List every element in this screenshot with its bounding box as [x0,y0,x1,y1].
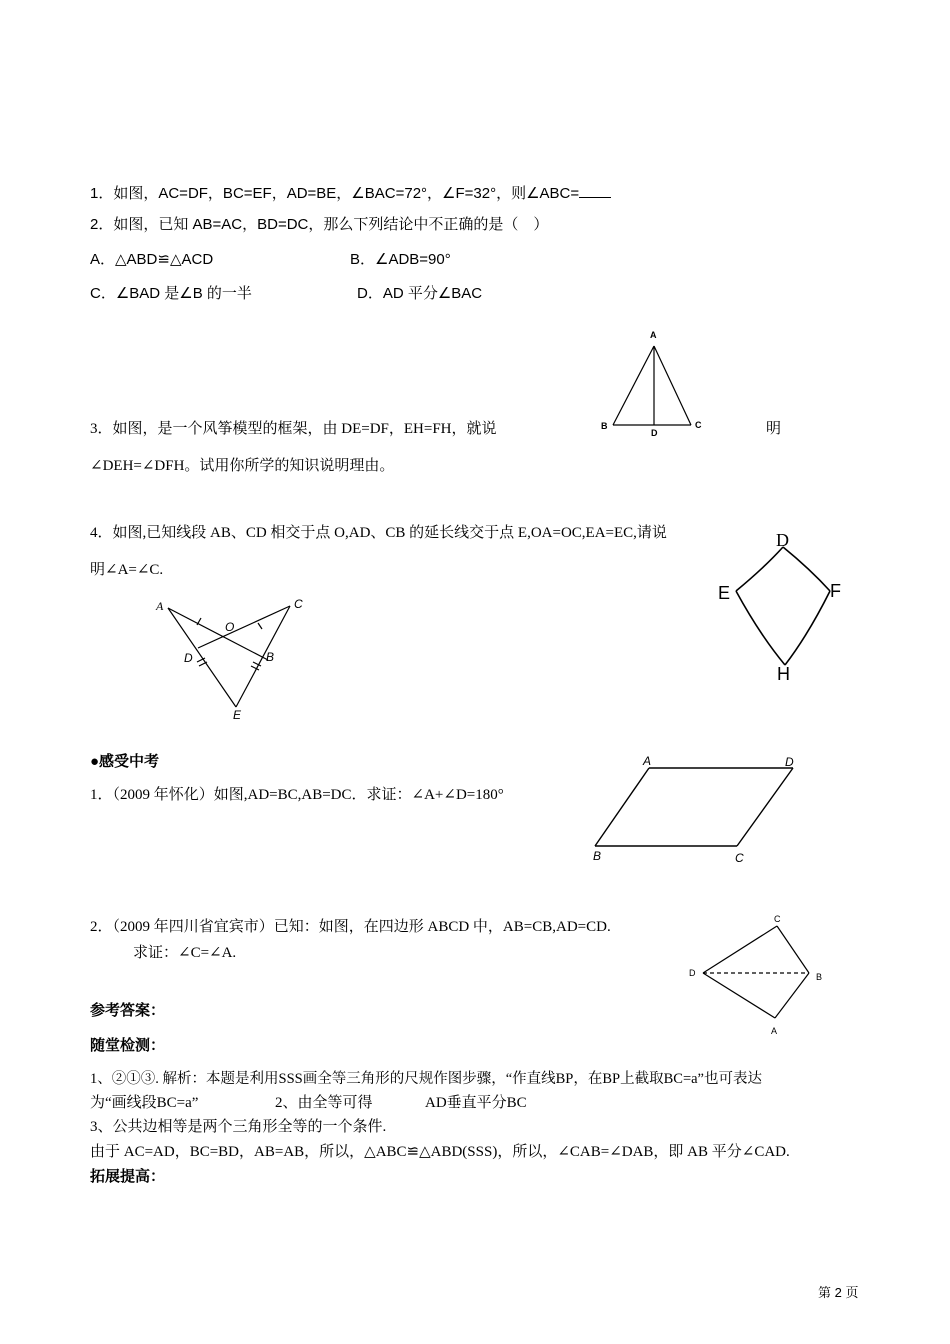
side-ba [775,973,809,1018]
segment-cd [198,606,290,648]
quadrilateral-figure [680,910,830,1040]
answers-heading: 参考答案： [90,1002,166,1019]
label-c: C [735,851,744,865]
question-3-line-1: 3．如图，是一个风筝模型的框架，由 DE=DF，EH=FH，就说 [90,421,497,437]
label-b: B [266,650,275,664]
label-d: D [651,428,658,438]
side-ab [613,346,654,425]
option-d: D．AD 平分∠BAC [357,285,483,302]
side-cd [703,926,777,973]
label-a: A [643,754,652,768]
answer-line-4: 由于 AC=AD，BC=BD，AB=AB，所以，△ABC≌△ABD(SSS)，所以，∠CAB=∠DAB，即 AB 平分∠CAD. [90,1144,790,1160]
answer-line-2c: AD垂直平分BC [425,1095,527,1111]
tick-mark [258,623,262,629]
side-dc [737,768,793,846]
side-ac [654,346,691,425]
label-b: B [816,972,823,982]
side-eh [736,591,785,665]
label-d: D [776,530,789,550]
kite-figure [710,525,860,685]
page-number: 第 2 页 [818,1285,859,1300]
side-da [703,973,775,1018]
exam-question-2-line-2: 求证：∠C=∠A. [133,945,237,961]
crossing-figure [150,595,320,725]
triangle-figure [595,328,715,440]
answer-blank [579,183,611,198]
side-df [783,547,830,591]
option-a: A．△ABD≌△ACD [90,251,214,268]
exam-question-2-line-1: 2．（2009 年四川省宜宾市）已知：如图，在四边形 ABCD 中，AB=CB,AD=CD. [90,919,611,935]
label-c: C [774,914,781,924]
label-c: C [695,420,702,430]
label-a: A [156,599,164,613]
side-ab [595,768,649,846]
option-c: C．∠BAD 是∠B 的一半 [90,285,252,302]
label-e: E [233,708,242,722]
question-1 [90,183,611,203]
label-b: B [593,849,602,863]
answer-line-2b: 2、由全等可得 [275,1095,373,1111]
extend-heading: 拓展提高： [90,1168,166,1185]
answers-subheading: 随堂检测： [90,1037,166,1054]
label-c: C [294,597,303,611]
question-3-line-2: ∠DEH=∠DFH。试用你所学的知识说明理由。 [90,458,395,474]
label-d: D [785,755,794,769]
question-4-line-1: 4．如图,已知线段 AB、CD 相交于点 O,AD、CB 的延长线交于点 E,OA=OC,EA=EC,请说 [90,525,667,541]
label-d: D [184,651,193,665]
label-a: A [771,1026,778,1036]
answer-line-1: 1、②①③. 解析：本题是利用SSS画全等三角形的尺规作图步骤，“作直线BP，在BP上截取BC=a”也可表达 [90,1071,762,1087]
question-2: 2．如图，已知 AB=AC，BD=DC，那么下列结论中不正确的是（ ） [90,216,549,233]
exam-question-1: 1．（2009 年怀化）如图,AD=BC,AB=DC．求证：∠A+∠D=180° [90,787,504,803]
label-a: A [650,330,657,340]
segment-ab [168,608,268,660]
answer-line-3: 3、公共边相等是两个三角形全等的一个条件. [90,1119,387,1135]
section-exam-heading: ●感受中考 [90,753,160,770]
option-b: B．∠ADB=90° [350,251,451,268]
answer-line-2a: 为“画线段BC=a” [90,1095,199,1111]
label-o: O [225,620,235,634]
question-1-text: 1．如图，AC=DF，BC=EF，AD=BE，∠BAC=72°，∠F=32°，则∠ABC= [90,185,580,202]
label-e: E [718,583,731,603]
side-fh [785,591,830,665]
label-b: B [601,421,608,431]
parallelogram-figure [585,752,825,872]
side-de [736,547,783,591]
question-3-line-1-tail: 明 [766,421,782,437]
label-d: D [689,968,696,978]
question-4-line-2: 明∠A=∠C. [90,562,164,578]
label-h: H [777,664,790,684]
side-cb [777,926,809,973]
label-f: F [830,581,841,601]
segment-ce [236,606,290,707]
